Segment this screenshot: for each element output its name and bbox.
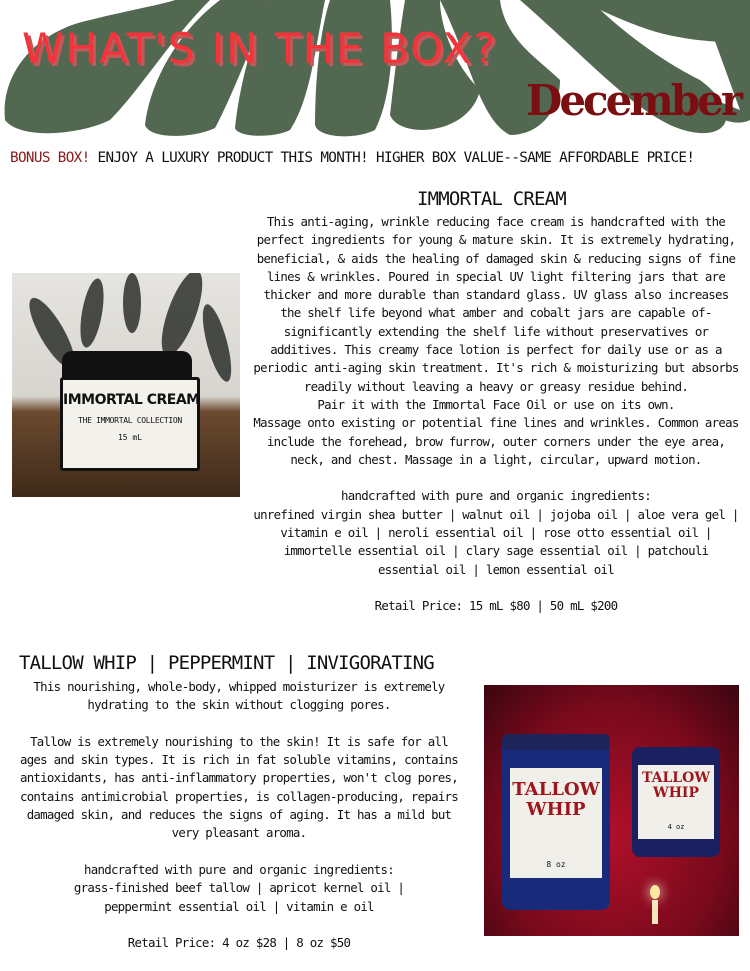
candle-flame-icon <box>650 885 660 899</box>
description-line: essential oil | lemon essential oil <box>378 561 614 577</box>
product-description-tallow-whip <box>8 678 470 952</box>
description-line: unrefined virgin shea butter | walnut oil | jojoba oil | aloe vera gel | <box>253 506 739 522</box>
description-line: handcrafted with pure and organic ingredients: <box>340 488 652 504</box>
jar-label-large: TALLOW WHIP <box>512 779 600 820</box>
description-line: contains antimicrobial properties, is collagen-producing, repairs <box>19 788 459 804</box>
description-line: additives. This creamy face lotion is perfect for daily use or as a <box>270 342 722 358</box>
product-description-immortal-cream <box>250 213 742 616</box>
description-line: grass-finished beef tallow | apricot kernel oil | <box>73 880 405 896</box>
description-line: beneficial, & aids the healing of damaged skin & reducing signs of fine <box>256 250 736 266</box>
description-line: handcrafted with pure and organic ingredients: <box>83 861 395 877</box>
candle-icon <box>652 900 658 924</box>
description-line: vitamin e oil | neroli essential oil | rose otto essential oil | <box>280 525 712 541</box>
jar-size-small: 4 oz <box>667 823 685 831</box>
description-line: include the forehead, brow furrow, outer corners under the eye area, <box>266 433 726 449</box>
jar-size: 15 mL <box>117 433 143 442</box>
description-line <box>250 469 742 487</box>
jar-size-large: 8 oz <box>546 860 566 869</box>
bonus-banner <box>10 150 694 166</box>
description-line <box>8 715 470 733</box>
description-line: Retail Price: 15 mL $80 | 50 mL $200 <box>374 598 618 614</box>
product-title-tallow-whip: TALLOW WHIP | PEPPERMINT | INVIGORATING <box>19 652 434 674</box>
bonus-text: ENJOY A LUXURY PRODUCT THIS MONTH! HIGHER BOX VALUE--SAME AFFORDABLE PRICE! <box>89 150 695 166</box>
jar-sublabel: THE IMMORTAL COLLECTION <box>78 416 182 425</box>
description-line: very pleasant aroma. <box>171 825 307 841</box>
description-line: This nourishing, whole-body, whipped moisturizer is extremely <box>33 679 445 694</box>
description-line <box>8 843 470 861</box>
description-line: Retail Price: 4 oz $28 | 8 oz $50 <box>127 935 351 951</box>
page-title: WHAT'S IN THE BOX? <box>22 24 498 73</box>
description-line: damaged skin, and reduces the signs of aging. It has a mild but <box>26 807 452 823</box>
description-line: antioxidants, has anti-inflammatory properties, won't clog pores, <box>19 770 459 786</box>
description-line: the shelf life beyond what amber and cobalt jars are capable of- <box>280 305 712 321</box>
immortal-cream-photo <box>12 273 240 497</box>
bonus-highlight: BONUS BOX! <box>10 150 90 166</box>
description-line: significantly extending the shelf life without preservatives or <box>283 323 709 339</box>
description-line: Massage onto existing or potential fine lines and wrinkles. Common areas <box>253 415 739 431</box>
jar-label: IMMORTAL CREAM <box>63 392 200 408</box>
description-line: Pair it with the Immortal Face Oil or use on its own. <box>317 396 675 412</box>
description-line: perfect ingredients for young & mature skin. It is extremely hydrating, <box>256 232 736 248</box>
jar-label-small: TALLOW WHIP <box>641 770 711 801</box>
description-line: neck, and chest. Massage in a light, circular, upward motion. <box>290 451 702 467</box>
description-line: Tallow is extremely nourishing to the skin! It is safe for all <box>30 733 448 749</box>
description-line: periodic anti-aging skin treatment. It's rich & moisturizing but absorbs <box>253 360 739 376</box>
month-heading: December <box>525 76 740 125</box>
description-line: hydrating to the skin without clogging pores. <box>87 697 391 713</box>
description-line: readily without leaving a heavy or greasy residue behind. <box>303 378 689 394</box>
description-line <box>250 579 742 597</box>
description-line: This anti-aging, wrinkle reducing face cream is handcrafted with the <box>266 214 726 229</box>
description-line: ages and skin types. It is rich in fat soluble vitamins, contains <box>19 752 459 768</box>
description-line: immortelle essential oil | clary sage essential oil | patchouli <box>283 543 709 559</box>
product-title-immortal-cream: IMMORTAL CREAM <box>417 188 566 210</box>
description-line: peppermint essential oil | vitamin e oil <box>104 898 374 914</box>
tallow-whip-photo <box>484 685 739 936</box>
description-line: thicker and more durable than standard glass. UV glass also increases <box>263 287 729 303</box>
description-line <box>8 916 470 934</box>
description-line: lines & wrinkles. Poured in special UV light filtering jars that are <box>266 268 726 284</box>
